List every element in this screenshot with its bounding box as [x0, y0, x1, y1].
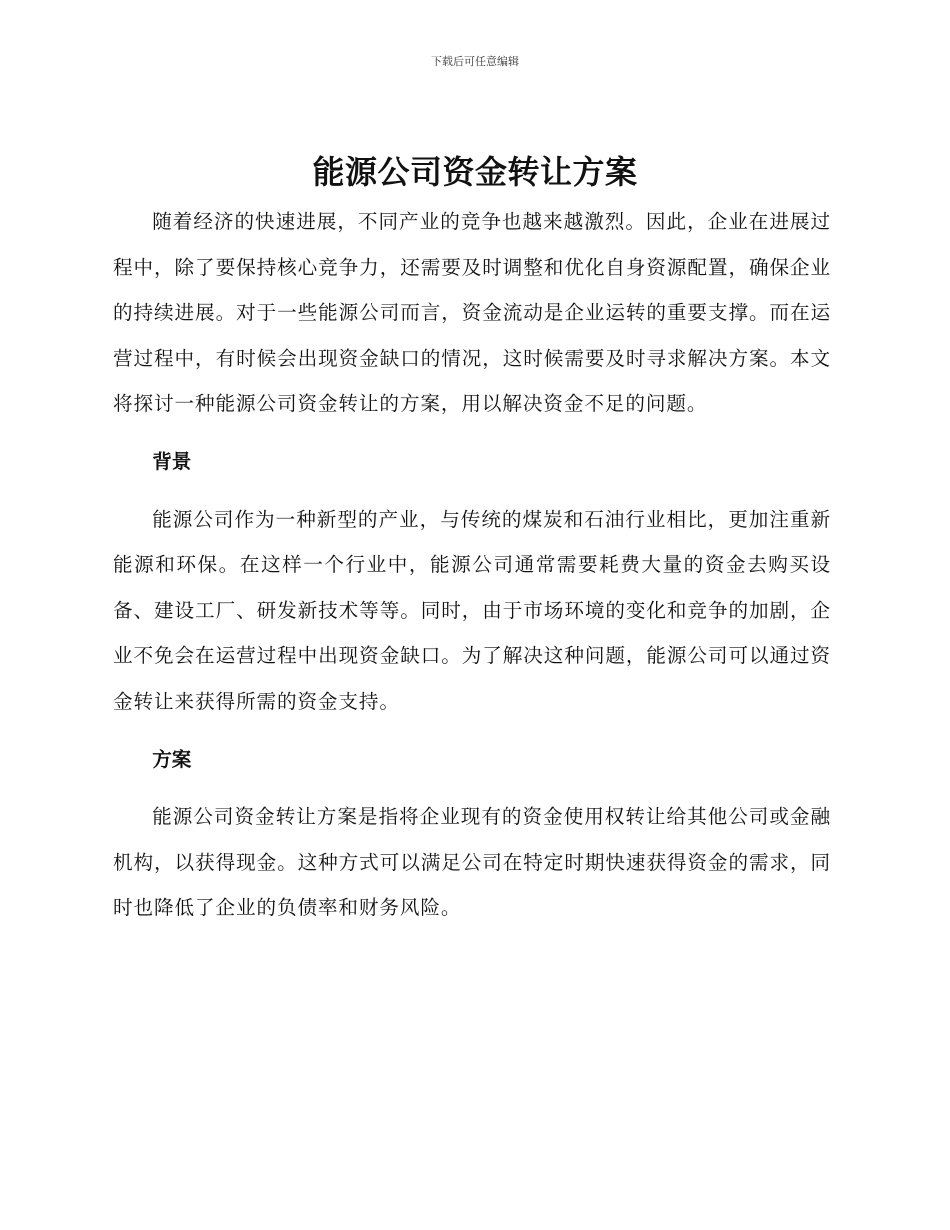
section-paragraph: 能源公司作为一种新型的产业，与传统的煤炭和石油行业相比，更加注重新能源和环保。在这样一个行业中，能源公司通常需要耗费大量的资金去购买设备、建设工厂、研发新技术等等。同时，由于市场环境的变化和竞争的加剧，企业不免会在运营过程中出现资金缺口。为了解决这种问题，能源公司可以通过资金转让来获得所需的资金支持。 — [113, 507, 831, 713]
section-heading: 背景 — [152, 449, 192, 473]
section-paragraph: 能源公司资金转让方案是指将企业现有的资金使用权转让给其他公司或金融机构，以获得现金。这种方式可以满足公司在特定时期快速获得资金的需求，同时也降低了企业的负债率和财务风险。 — [113, 805, 831, 920]
document-title: 能源公司资金转让方案 — [312, 153, 638, 191]
section-background — [113, 439, 831, 725]
document-body — [113, 199, 831, 931]
section-heading: 方案 — [152, 747, 192, 771]
page-header: 下载后可任意编辑 — [431, 55, 519, 68]
section-plan — [113, 737, 831, 931]
intro-paragraph: 随着经济的快速进展，不同产业的竞争也越来越激烈。因此，企业在进展过程中，除了要保持核心竞争力，还需要及时调整和优化自身资源配置，确保企业的持续进展。对于一些能源公司而言，资金流动是企业运转的重要支撑。而在运营过程中，有时候会出现资金缺口的情况，这时候需要及时寻求解决方案。本文将探讨一种能源公司资金转让的方案，用以解决资金不足的问题。 — [113, 210, 831, 416]
